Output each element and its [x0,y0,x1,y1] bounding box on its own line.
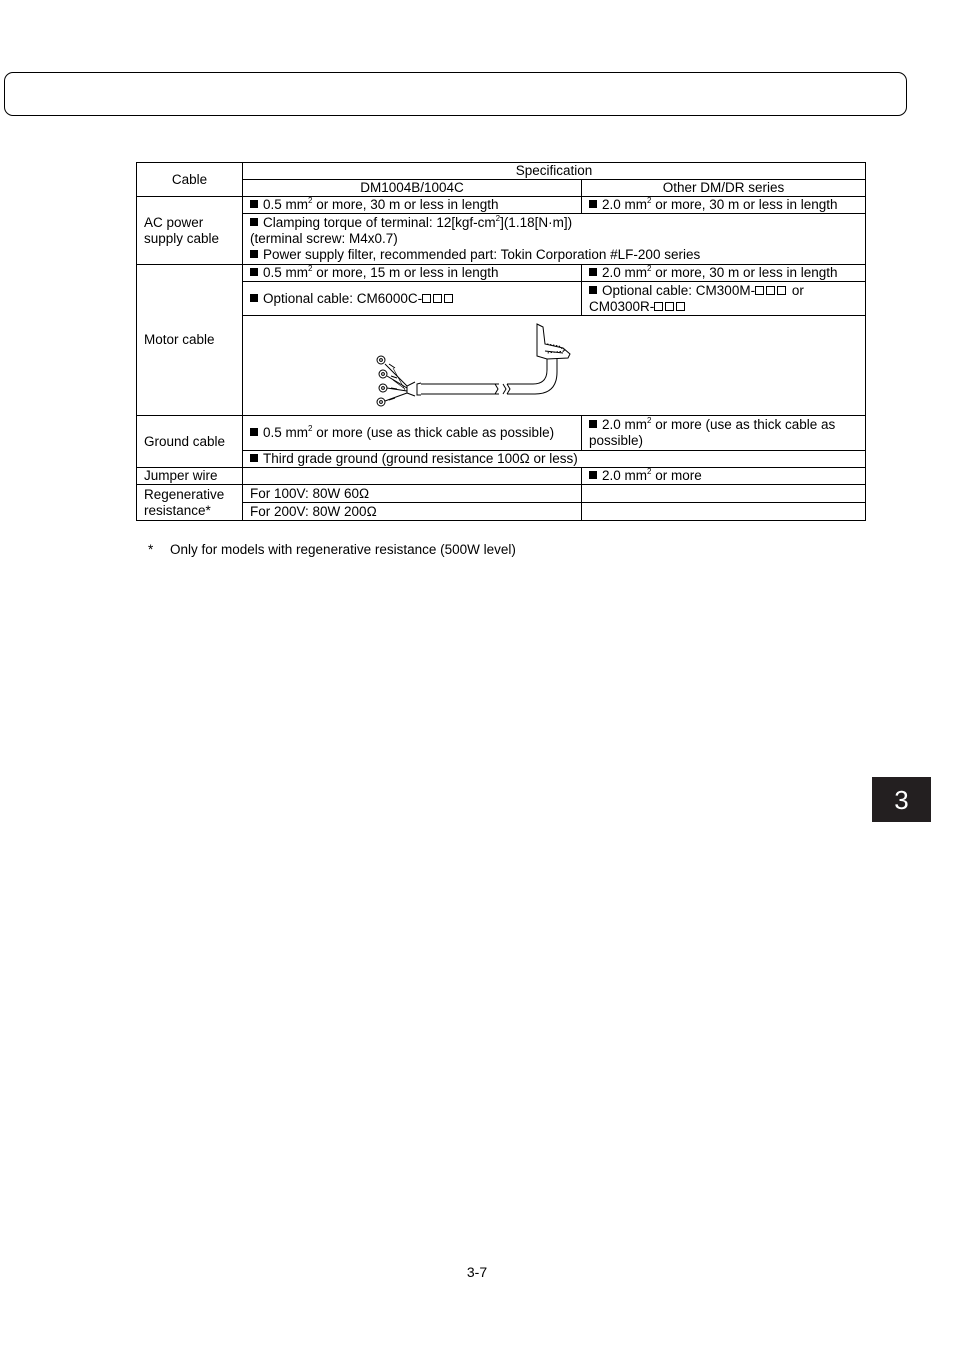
bullet-square-icon [250,218,258,226]
row-label-motor: Motor cable [137,265,243,416]
jumper-spec-other: 2.0 $mm^2$ or more [582,468,866,485]
ground-spec-dm1004: 0.5 $mm^2$ or more (use as thick cable as possible) [243,416,582,451]
bullet-square-icon [589,420,597,428]
bullet-square-icon [250,268,258,276]
bullet-square-icon [589,286,597,294]
regen-100v: For 100V: 80W 60Ω [243,485,582,503]
placeholder-box-icon [444,294,453,303]
bullet-square-icon [589,471,597,479]
row-label-ground: Ground cable [137,416,243,468]
footnote [148,542,516,557]
ac-spec-dm1004: 0.5 $mm^2$ or more, 30 m or less in length [243,197,582,214]
placeholder-box-icon [433,294,442,303]
header-col-other: Other DM/DR series [582,180,866,197]
header-specification: Specification [243,163,866,180]
motor-spec-dm1004: 0.5 $mm^2$ or more, 15 m or less in length [243,265,582,282]
motor-cable-illustration-cell [243,316,866,416]
motor-spec-other: 2.0 $mm^2$ or more, 30 m or less in length [582,265,866,282]
ac-common-notes: Clamping torque of terminal: $12[kgf-cm^2](1.18[N\cdot m])$ (terminal screw: M4x0.7) Power supply filter, recommended part: Tokin Corporation #LF-200 series [243,214,866,265]
placeholder-box-icon [665,302,674,311]
regen-100v-other [582,485,866,503]
footnote-mark: * [148,542,154,557]
bullet-square-icon [589,268,597,276]
motor-optional-other: Optional cable: CM300M- or CM0300R- [582,282,866,316]
header-cable: Cable [137,163,243,197]
placeholder-box-icon [654,302,663,311]
bullet-square-icon [250,250,258,258]
header-col-dm1004: DM1004B/1004C [243,180,582,197]
header-frame [4,72,907,116]
regen-200v-other [582,503,866,521]
bullet-square-icon [250,294,258,302]
placeholder-box-icon [777,286,786,295]
row-label-jumper: Jumper wire [137,468,243,485]
motor-optional-dm1004: Optional cable: CM6000C- [243,282,582,316]
regen-200v: For 200V: 80W 200Ω [243,503,582,521]
placeholder-box-icon [676,302,685,311]
footnote-text: Only for models with regenerative resistance (500W level) [170,542,516,557]
ground-common-note: Third grade ground (ground resistance 100Ω or less) [243,451,866,468]
page-number: 3-7 [466,1264,488,1280]
bullet-square-icon [250,428,258,436]
row-label-ac-power: AC power supply cable [137,197,243,265]
motor-cable-illustration [359,318,619,414]
bullet-square-icon [250,200,258,208]
row-label-regenerative: Regenerative resistance* [137,485,243,521]
ac-spec-other: 2.0 $mm^2$ or more, 30 m or less in length [582,197,866,214]
bullet-square-icon [250,454,258,462]
placeholder-box-icon [766,286,775,295]
bullet-square-icon [589,200,597,208]
placeholder-box-icon [422,294,431,303]
cable-spec-table [136,162,866,521]
ground-spec-other: 2.0 $mm^2$ or more (use as thick cable as possible) [582,416,866,451]
placeholder-box-icon [755,286,764,295]
chapter-tab: 3 [872,777,931,822]
jumper-spec-dm1004 [243,468,582,485]
